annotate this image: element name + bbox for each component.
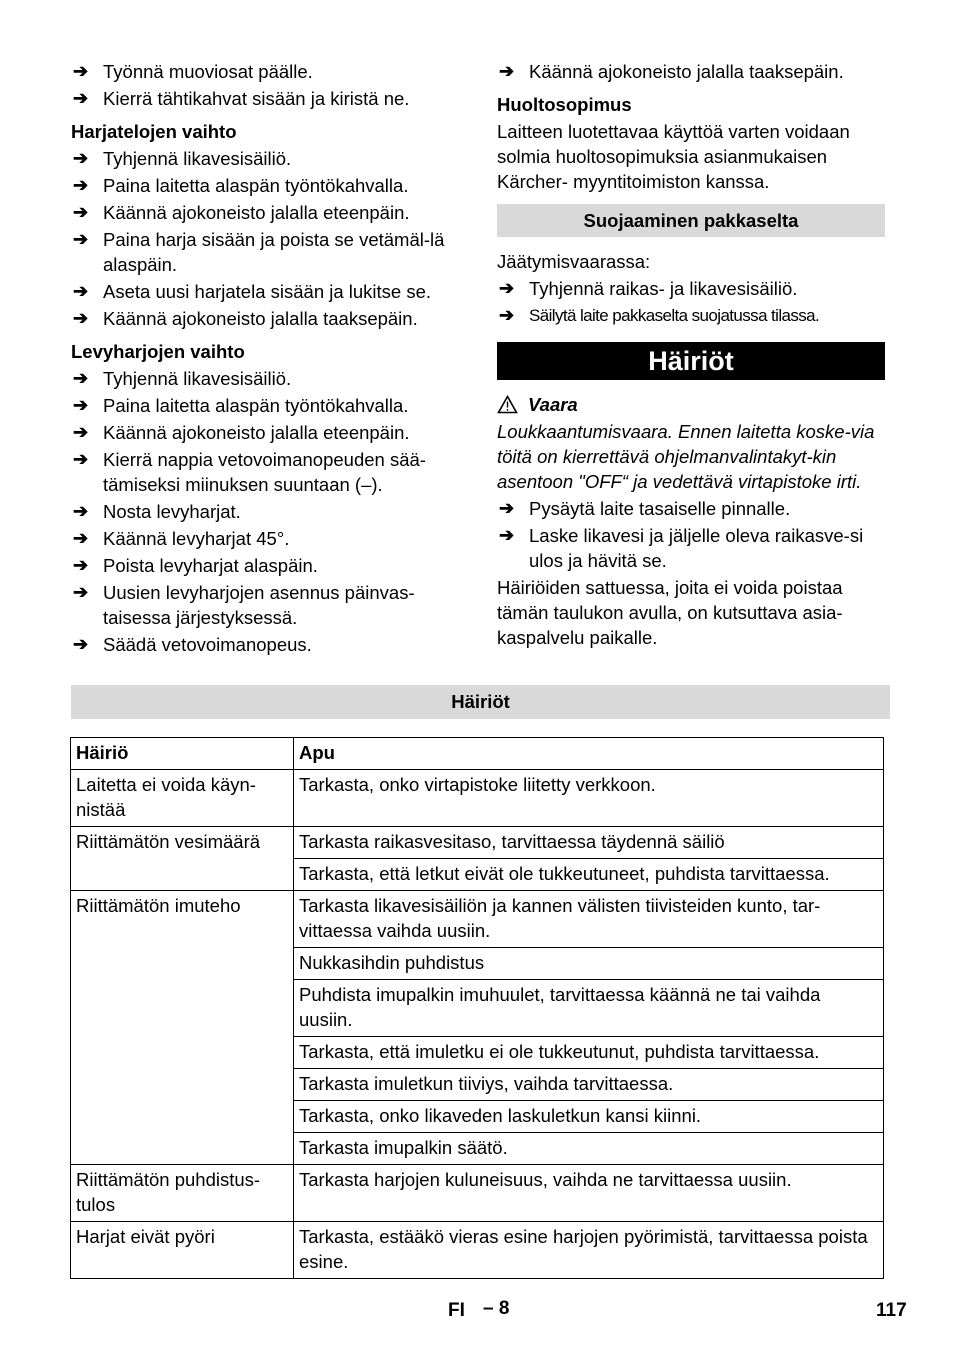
arrow-right-icon: ➔: [73, 308, 89, 328]
arrow-right-icon: ➔: [73, 422, 89, 442]
remedy-cell: Tarkasta, onko virtapistoke liitetty verkkoon.: [294, 770, 884, 827]
arrow-right-icon: ➔: [73, 175, 89, 195]
step: ➔ Käännä ajokoneisto jalalla eteenpäin.: [73, 202, 410, 223]
fault-cell: Riittämätön puhdistus-tulos: [71, 1165, 294, 1222]
step: ➔ Uusien levyharjojen asennus päinvas-taisessa järjestyksessä.: [73, 582, 415, 628]
arrow-right-icon: ➔: [73, 634, 89, 654]
step: ➔ Käännä levyharjat 45°.: [73, 528, 290, 549]
step: ➔ Aseta uusi harjatela sisään ja lukitse se.: [73, 281, 432, 302]
warning-text: Loukkaantumisvaara. Ennen laitetta koske-via töitä on kierrettävä ohjelmanvalintakyt-kin asentoon "OFF“ ja vedettävä virtapistoke irti.: [497, 421, 875, 492]
remedy-cell: Tarkasta, onko likaveden laskuletkun kansi kiinni.: [294, 1101, 884, 1133]
arrow-right-icon: ➔: [73, 368, 89, 388]
arrow-right-icon: ➔: [73, 88, 89, 108]
step: ➔ Pysäytä laite tasaiselle pinnalle.: [499, 498, 791, 519]
arrow-right-icon: ➔: [73, 501, 89, 521]
arrow-right-icon: ➔: [73, 528, 89, 548]
remedy-cell: Tarkasta, että imuletku ei ole tukkeutunut, puhdista tarvittaessa.: [294, 1037, 884, 1069]
remedy-cell: Tarkasta raikasvesitaso, tarvittaessa täydennä säiliö: [294, 827, 884, 859]
section-heading-brush-rollers: Harjatelojen vaihto: [71, 121, 237, 142]
arrow-right-icon: ➔: [73, 229, 89, 249]
arrow-right-icon: ➔: [73, 555, 89, 575]
right-column: [497, 59, 885, 652]
table-row: [71, 891, 884, 948]
footer-language: FI: [448, 1300, 465, 1321]
table-header-row: [71, 738, 884, 770]
service-text: Laitteen luotettavaa käyttöä varten voidaan solmia huoltosopimuksia asianmukaisen Kärcher- myyntitoimiston kanssa.: [497, 121, 850, 192]
arrow-right-icon: ➔: [499, 498, 515, 518]
step: ➔ Käännä ajokoneisto jalalla taaksepäin.: [499, 61, 844, 82]
frost-intro: Jäätymisvaarassa:: [497, 251, 651, 272]
step: ➔ Paina harja sisään ja poista se vetämäl-lä alaspäin.: [73, 229, 445, 275]
step: ➔ Säilytä laite pakkaselta suojatussa tilassa.: [497, 303, 885, 328]
arrow-right-icon: ➔: [499, 525, 515, 545]
step: ➔ Käännä ajokoneisto jalalla taaksepäin.: [73, 308, 418, 329]
step: ➔ Tyhjennä likavesisäiliö.: [73, 368, 292, 389]
arrow-right-icon: ➔: [499, 278, 515, 298]
arrow-right-icon: ➔: [499, 61, 515, 81]
table-row: [71, 827, 884, 859]
chapter-heading-faults: Häiriöt: [497, 342, 885, 380]
arrow-right-icon: ➔: [73, 61, 89, 81]
table-row: [71, 1165, 884, 1222]
step: ➔ Paina laitetta alaspän työntökahvalla.: [73, 175, 409, 196]
step: ➔ Kierrä nappia vetovoimanopeuden sää-tämiseksi miinuksen suuntaan (–).: [73, 449, 426, 495]
fault-table: [70, 737, 884, 1279]
warning-triangle-icon: [497, 395, 518, 414]
header-remedy: Apu: [294, 738, 884, 770]
arrow-right-icon: ➔: [73, 395, 89, 415]
step: ➔ Työnnä muoviosat päälle.: [73, 61, 313, 82]
fault-cell: Laitetta ei voida käyn-nistää: [71, 770, 294, 827]
remedy-cell: Tarkasta likavesisäiliön ja kannen välisten tiivisteiden kunto, tar-vittaessa vaihda uusiin.: [294, 891, 884, 948]
step: ➔ Tyhjennä raikas- ja likavesisäiliö.: [499, 278, 798, 299]
section-bar-frost: Suojaaminen pakkaselta: [497, 204, 885, 237]
fault-cell: Harjat eivät pyöri: [71, 1222, 294, 1279]
fault-cell: Riittämätön imuteho: [71, 891, 294, 1165]
header-fault: Häiriö: [71, 738, 294, 770]
section-heading-disc-brushes: Levyharjojen vaihto: [71, 341, 245, 362]
step: ➔ Paina laitetta alaspän työntökahvalla.: [73, 395, 409, 416]
fault-cell: Riittämätön vesimäärä: [71, 827, 294, 891]
step: ➔ Poista levyharjat alaspäin.: [73, 555, 318, 576]
step: ➔ Kierrä tähtikahvat sisään ja kiristä ne.: [73, 88, 410, 109]
warning-title: Vaara: [497, 392, 885, 417]
footer-section-page: – 8: [483, 1298, 510, 1319]
remedy-cell: Tarkasta imuletkun tiiviys, vaihda tarvittaessa.: [294, 1069, 884, 1101]
step: ➔ Käännä ajokoneisto jalalla eteenpäin.: [73, 422, 410, 443]
remedy-cell: Tarkasta, että letkut eivät ole tukkeutuneet, puhdista tarvittaessa.: [294, 859, 884, 891]
section-heading-service: Huoltosopimus: [497, 94, 632, 115]
arrow-right-icon: ➔: [73, 202, 89, 222]
remedy-cell: Tarkasta, estääkö vieras esine harjojen pyörimistä, tarvittaessa poista esine.: [294, 1222, 884, 1279]
table-row: [71, 1222, 884, 1279]
left-column: [71, 59, 463, 659]
arrow-right-icon: ➔: [73, 281, 89, 301]
arrow-right-icon: ➔: [73, 582, 89, 602]
arrow-right-icon: ➔: [499, 305, 514, 325]
arrow-right-icon: ➔: [73, 449, 89, 469]
step: ➔ Laske likavesi ja jäljelle oleva raikasve-si ulos ja hävitä se.: [499, 525, 864, 571]
remedy-cell: Tarkasta harjojen kuluneisuus, vaihda ne tarvittaessa uusiin.: [294, 1165, 884, 1222]
step: ➔ Nosta levyharjat.: [73, 501, 241, 522]
table-row: [71, 770, 884, 827]
table-title: Häiriöt: [71, 685, 890, 719]
step: ➔ Säädä vetovoimanopeus.: [73, 634, 312, 655]
fault-note: Häiriöiden sattuessa, joita ei voida poistaa tämän taulukon avulla, on kutsuttava asia-kaspalvelu paikalle.: [497, 577, 843, 648]
remedy-cell: Puhdista imupalkin imuhuulet, tarvittaessa käännä ne tai vaihda uusiin.: [294, 980, 884, 1037]
remedy-cell: Nukkasihdin puhdistus: [294, 948, 884, 980]
arrow-right-icon: ➔: [73, 148, 89, 168]
remedy-cell: Tarkasta imupalkin säätö.: [294, 1133, 884, 1165]
footer-page-number: 117: [876, 1300, 907, 1321]
step: ➔ Tyhjennä likavesisäiliö.: [73, 148, 292, 169]
